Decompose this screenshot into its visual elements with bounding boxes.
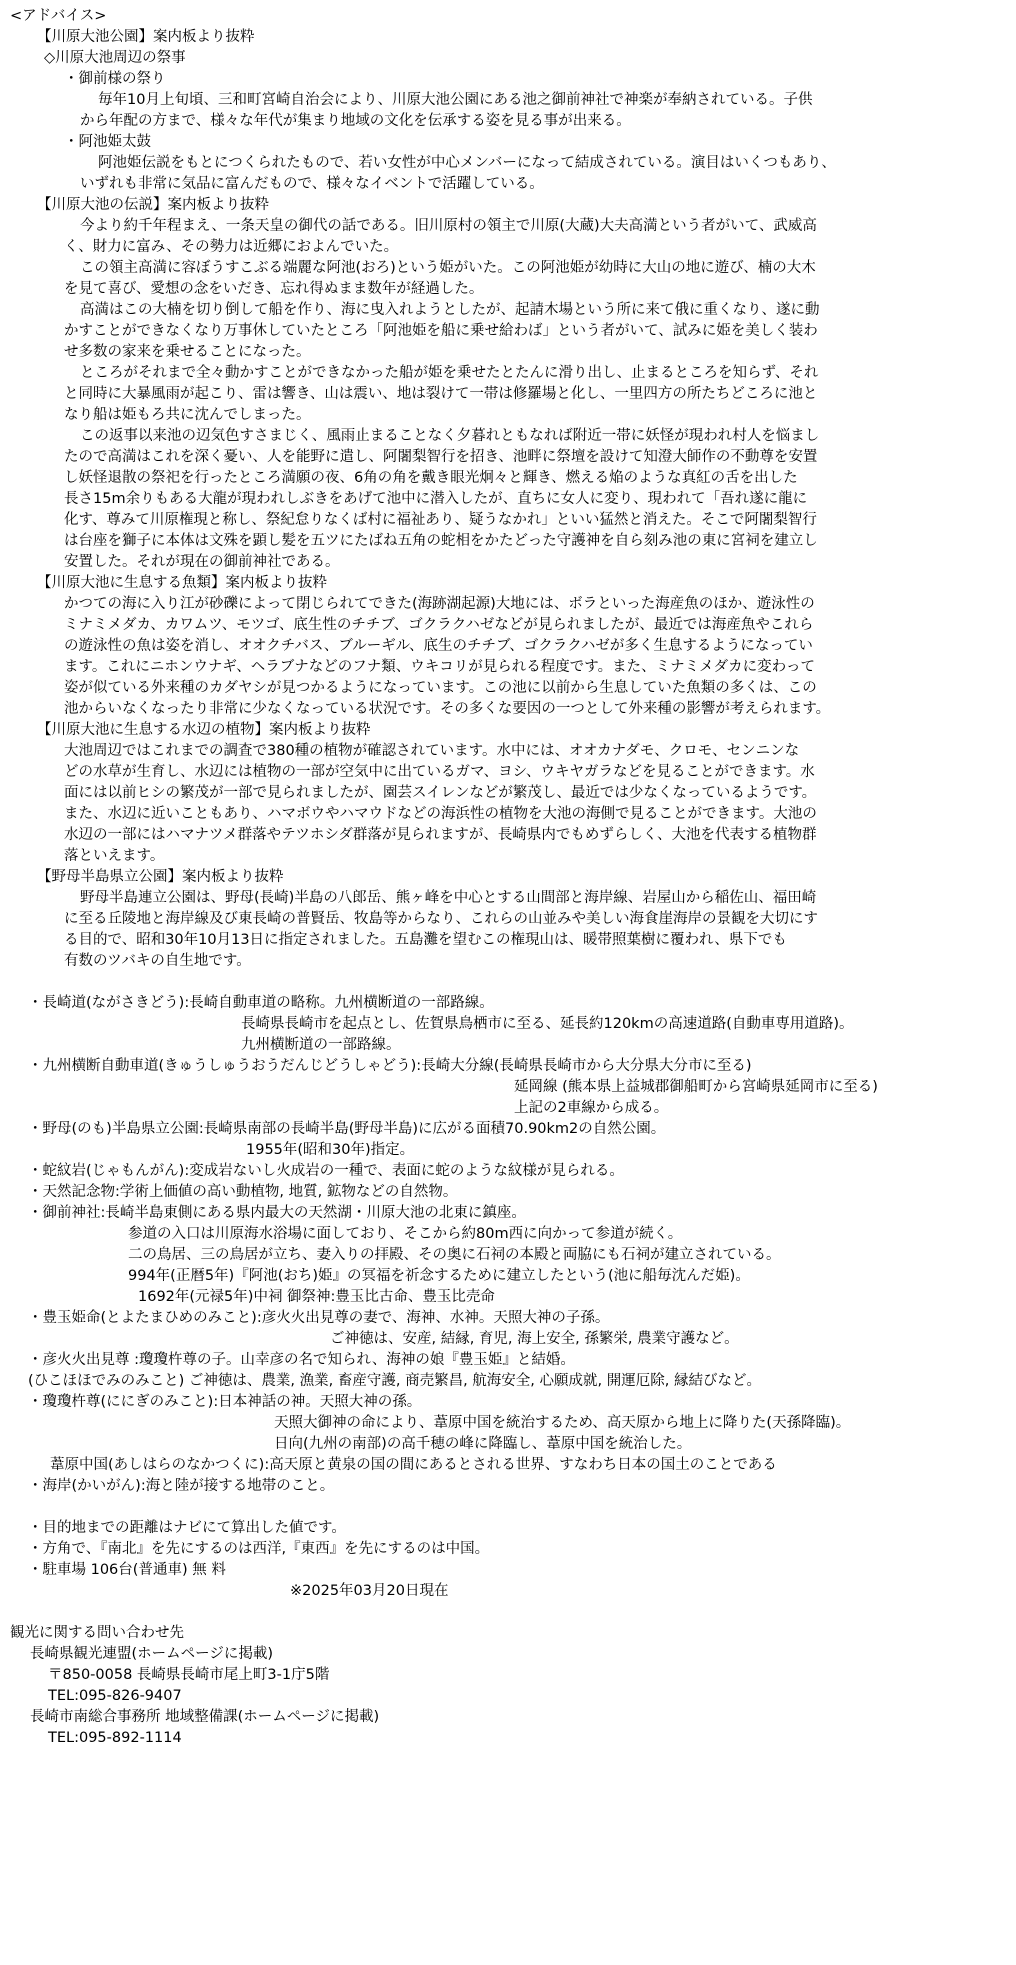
item-heading-gozen-festival: ・御前様の祭り [64,71,166,87]
as-of-date: ※2025年03月20日現在 [290,1583,449,1599]
paragraph-line: から年配の方まで、様々な年代が集まり地域の文化を伝承する姿を見る事が出来る。 [80,113,631,129]
glossary-continuation: 長崎県長崎市を起点とし、佐賀県鳥栖市に至る、延長約120kmの高速道路(自動車専用道路)。 [241,1016,854,1032]
glossary-continuation: 上記の2車線から成る。 [514,1100,669,1116]
contact-address: 〒850-0058 長崎県長崎市尾上町3-1庁5階 [48,1667,330,1683]
paragraph-line: 池からいなくなったり非常に少なくなっている状況です。その多くな要因の一つとして外来種の影響が考えられます。 [64,701,831,717]
advice-document [0,6,1016,1749]
contact-phone: TEL:095-826-9407 [48,1688,182,1704]
glossary-entry: 葦原中国(あしはらのなかつくに):高天原と黄泉の国の間にあるとされる世界、すなわち日本の国土のことである [50,1457,777,1473]
paragraph-line: は台座を獅子に本体は文殊を顕し髪を五ツにたばね五角の蛇相をかたどった守護神を自ら刻み池の東に宮祠を建立し [64,533,818,549]
section-heading-fish: 【川原大池に生息する魚類】案内板より抜粋 [37,575,327,591]
parking-line: ・駐車場 106台(普通車) 無 料 [28,1562,226,1578]
paragraph-line: ところがそれまで全々動かすことができなかった船が姫を乗せたとたんに滑り出し、止まるところを知らず、それ [80,365,819,381]
glossary-continuation: 二の鳥居、三の鳥居が立ち、妻入りの拝殿、その奥に石祠の本殿と両脇にも石祠が建立されている。 [128,1247,781,1263]
glossary-entry: ・九州横断自動車道(きゅうしゅうおうだんじどうしゃどう):長崎大分線(長崎県長崎市から大分県大分市に至る) [28,1058,752,1074]
glossary-continuation: ご神徳は、安産, 結縁, 育児, 海上安全, 孫繁栄, 農業守護など。 [330,1331,739,1347]
paragraph-line: 化す、尊みて川原権現と称し、祭紀怠りなくば村に福祉あり、疑うなかれ」といい猛然と消えた。そこで阿闍梨智行 [64,512,817,528]
paragraph-line: し妖怪退散の祭祀を行ったところ満願の夜、6角の角を戴き眼光炯々と輝き、燃える焔のような真紅の舌を出した [64,470,798,486]
subsection-heading-festivals: ◇川原大池周辺の祭事 [44,50,186,66]
glossary-entry: ・彦火火出見尊 :瓊瓊杵尊の子。山幸彦の名で知られ、海神の娘『豊玉姫』と結婚。 [28,1352,575,1368]
contact-heading: 観光に関する問い合わせ先 [10,1625,184,1641]
paragraph-line: 水辺の一部にはハマナツメ群落やテツホシダ群落が見られますが、長崎県内でもめずらしく、大池を代表する植物群 [64,827,817,843]
paragraph-line: どの水草が生育し、水辺には植物の一部が空気中に出ているガマ、ヨシ、ウキヤガラなどを見ることができます。水 [64,764,815,780]
paragraph-line: なり船は姫もろ共に沈んでしまった。 [64,407,311,423]
paragraph-line: この返事以来池の辺気色すさまじく、風雨止まることなく夕暮れともなれば附近一帯に妖怪が現われ村人を悩まし [80,428,820,444]
glossary-entry: ・海岸(かいがん):海と陸が接する地帯のこと。 [28,1478,335,1494]
section-heading-park: 【川原大池公園】案内板より抜粋 [37,29,255,45]
paragraph-line: 大池周辺ではこれまでの調査で380種の植物が確認されています。水中には、オオカナダモ、クロモ、センニンな [64,743,800,759]
glossary-continuation: 天照大御神の命により、葦原中国を統治するため、高天原から地上に降りた(天孫降臨)。 [274,1415,851,1431]
paragraph-line: の遊泳性の魚は姿を消し、オオクチバス、ブルーギル、底生のチチブ、ゴクラクハゼが多く生息するようになってい [64,638,813,654]
paragraph-line: る目的で、昭和30年10月13日に指定されました。五島灘を望むこの権現山は、暖帯照葉樹に覆われ、県下でも [64,932,787,948]
doc-heading: <アドバイス> [10,8,107,24]
glossary-continuation: 1955年(昭和30年)指定。 [246,1142,415,1158]
paragraph-line: 高満はこの大楠を切り倒して船を作り、海に曳入れようとしたが、起請木場という所に来て俄に重くなり、遂に動 [80,302,820,318]
paragraph-line: この領主高満に容ぼうすこぶる端麗な阿池(おろ)という姫がいた。この阿池姫が幼時に大山の地に遊び、楠の大木 [80,260,816,276]
glossary-continuation: 994年(正暦5年)『阿池(おち)姫』の冥福を祈念するために建立したという(池に船毎沈んだ姫)。 [128,1268,750,1284]
glossary-continuation: 延岡線 (熊本県上益城郡御船町から宮崎県延岡市に至る) [514,1079,878,1095]
paragraph-line: 阿池姫伝説をもとにつくられたもので、若い女性が中心メンバーになって結成されている。演目はいくつもあり、 [98,155,836,171]
glossary-continuation: 九州横断道の一部路線。 [241,1037,401,1053]
paragraph-line: 安置した。それが現在の御前神社である。 [64,554,340,570]
paragraph-line: を見て喜び、愛想の念をいだき、忘れ得ぬまま数年が経過した。 [64,281,484,297]
paragraph-line: 毎年10月上旬頃、三和町宮崎自治会により、川原大池公園にある池之御前神社で神楽が奉納されている。子供 [98,92,813,108]
paragraph-line: 今より約千年程まえ、一条天皇の御代の話である。旧川原村の領主で川原(大蔵)大夫高満という者がいて、武威高 [80,218,817,234]
paragraph-line: 姿が似ている外来種のカダヤシが見つかるようになっています。この池に以前から生息していた魚類の多くは、この [64,680,817,696]
glossary-entry: ・天然記念物:学術上価値の高い動植物, 地質, 鉱物などの自然物。 [28,1184,458,1200]
glossary-entry: ・野母(のも)半島県立公園:長崎県南部の長崎半島(野母半島)に広がる面積70.90km2の自然公園。 [28,1121,666,1137]
paragraph-line: 長さ15m余りもある大龍が現われしぶきをあげて池中に潜入したが、直ちに女人に変り、現われて「吾れ遂に龍に [64,491,808,507]
paragraph-line: 野母半島連立公園は、野母(長崎)半島の八郎岳、熊ヶ峰を中心とする山間部と海岸線、岩屋山から稲佐山、福田崎 [80,890,817,906]
paragraph-line: たので高満はこれを深く憂い、人を能野に遣し、阿闍梨智行を招き、池畔に祭壇を設けて知澄大師作の不動尊を安置 [64,449,818,465]
paragraph-line: かすことができなくなり万事休していたところ「阿池姫を船に乗せ給わば」という者がいて、試みに姫を美しく装わ [64,323,818,339]
contact-org-name: 長崎県観光連盟(ホームページに掲載) [30,1646,274,1662]
glossary-entry: (ひこほほでみのみこと) ご神徳は、農業, 漁業, 畜産守護, 商売繁昌, 航海安全, 心願成就, 開運厄除, 縁結びなど。 [28,1373,761,1389]
paragraph-line: かつての海に入り江が砂礫によって閉じられてできた(海跡湖起源)大地には、ボラといった海産魚のほか、遊泳性の [64,596,815,612]
glossary-entry: ・長崎道(ながさきどう):長崎自動車道の略称。九州横断道の一部路線。 [28,995,494,1011]
glossary-entry: ・蛇紋岩(じゃもんがん):変成岩ないし火成岩の一種で、表面に蛇のような紋様が見られる。 [28,1163,624,1179]
section-heading-legend: 【川原大池の伝説】案内板より抜粋 [37,197,269,213]
paragraph-line: ます。これにニホンウナギ、ヘラブナなどのフナ類、ウキコリが見られる程度です。また、ミナミメダカに変わって [64,659,815,675]
paragraph-line: 面には以前ヒシの繁茂が一部で見られましたが、園芸スイレンなどが繁茂し、最近では少なくなっているようです。 [64,785,817,801]
paragraph-line: いずれも非常に気品に富んだもので、様々なイベントで活躍している。 [80,176,544,192]
note-line: ・目的地までの距離はナビにて算出した値です。 [28,1520,346,1536]
paragraph-line: に至る丘陵地と海岸線及び東長崎の普賢岳、牧島等からなり、これらの山並みや美しい海食崖海岸の景観を大切にす [64,911,818,927]
glossary-entry: ・豊玉姫命(とよたまひめのみこと):彦火火出見尊の妻で、海神、水神。天照大神の子孫。 [28,1310,610,1326]
contact-org-name: 長崎市南総合事務所 地域整備課(ホームページに掲載) [30,1709,380,1725]
glossary-continuation: 1692年(元禄5年)中祠 御祭神:豊玉比古命、豊玉比売命 [138,1289,495,1305]
note-line: ・方角で、『南北』を先にするのは西洋,『東西』を先にするのは中国。 [28,1541,490,1557]
glossary-entry: ・瓊瓊杵尊(ににぎのみこと):日本神話の神。天照大神の孫。 [28,1394,422,1410]
paragraph-line: 有数のツバキの自生地です。 [64,953,251,969]
paragraph-line: 落といえます。 [64,848,165,864]
paragraph-line: ミナミメダカ、カワムツ、モツゴ、底生性のチチブ、ゴクラクハゼなどが見られましたが、最近では海産魚やこれら [64,617,814,633]
paragraph-line: せ多数の家来を乗せることになった。 [64,344,311,360]
contact-phone: TEL:095-892-1114 [48,1730,182,1746]
item-heading-taiko: ・阿池姫太鼓 [64,134,151,150]
paragraph-line: また、水辺に近いこともあり、ハマボウやハマウドなどの海浜性の植物を大池の海側で見ることができます。大池の [64,806,817,822]
section-heading-plants: 【川原大池に生息する水辺の植物】案内板より抜粋 [37,722,371,738]
section-heading-nomo: 【野母半島県立公園】案内板より抜粋 [37,869,284,885]
paragraph-line: と同時に大暴風雨が起こり、雷は響き、山は震い、地は裂けて一帯は修羅場と化し、一里四方の所たちどころに池と [64,386,818,402]
glossary-entry: ・御前神社:長崎半島東側にある県内最大の天然湖・川原大池の北東に鎮座。 [28,1205,526,1221]
glossary-continuation: 参道の入口は川原海水浴場に面しており、そこから約80m西に向かって参道が続く。 [128,1226,683,1242]
paragraph-line: く、財力に富み、その勢力は近郷におよんでいた。 [64,239,399,255]
glossary-continuation: 日向(九州の南部)の高千穂の峰に降臨し、葦原中国を統治した。 [274,1436,692,1452]
